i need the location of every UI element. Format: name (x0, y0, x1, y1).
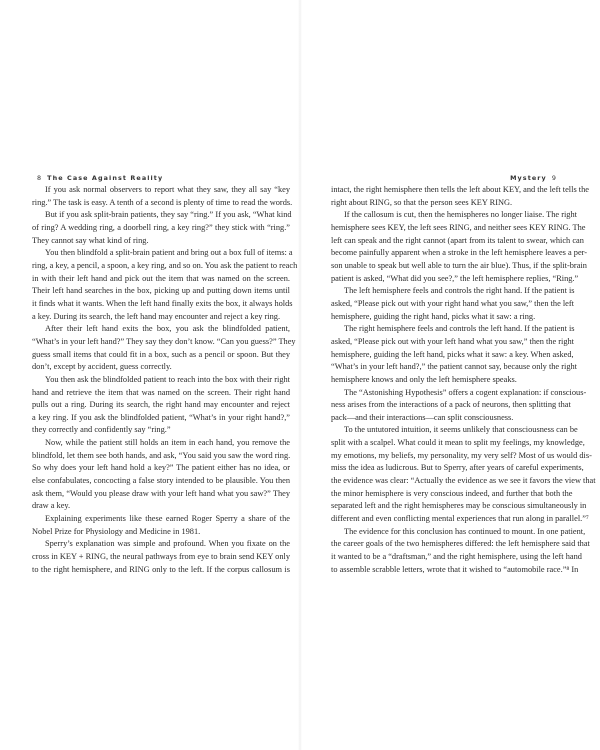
text-line: But if you ask split-brain patients, they say “ring.” If you ask, “What kind (45, 210, 292, 220)
text-line: You then ask the blindfolded patient to reach into the box with their right (45, 374, 290, 384)
text-line: If you ask normal observers to report what they saw, they all say “key (45, 185, 290, 194)
running-head (32, 174, 163, 182)
text-line: son unable to speak but well able to turn the air blue). Thus, if the split-brain (331, 260, 587, 270)
paragraph (331, 209, 588, 285)
text-line: separated left and the right hemispheres may be conscious simultaneously in (331, 501, 587, 511)
body-text (32, 184, 298, 576)
body-text (331, 184, 596, 576)
text-line: “What’s in your left hand?,” the patient cannot say, because only the right (331, 362, 577, 372)
text-line: The right hemisphere feels and controls the left hand. If the patient is (344, 324, 575, 334)
text-line: the career goals of the two hemispheres differed: the left hemisphere said that (331, 539, 590, 549)
text-line: ask them, “Would you please draw with your left hand what you saw?” They (32, 488, 290, 498)
right-page (300, 0, 600, 750)
page-number: 8 (37, 174, 43, 182)
paragraph (32, 538, 290, 576)
running-head (510, 174, 562, 182)
text-line: intact, the right hemisphere then tells the left about KEY, and the left tells the (331, 185, 589, 194)
text-line: asked, “Please pick out with your left hand what you saw,” then the right (331, 336, 574, 346)
text-line: To the untutored intuition, it seems unlikely that consciousness can be (344, 425, 578, 435)
text-line: hemisphere, guiding the right hand, picks what it saw: a ring. (331, 311, 536, 321)
text-line: hemisphere sees KEY, the left sees RING, and neither sees KEY RING. The (331, 222, 586, 232)
text-line: If the callosum is cut, then the hemispheres no longer liaise. The right (344, 210, 577, 220)
text-line: don’t, except by accident, guess correctly. (32, 362, 172, 372)
text-line: split with a scalpel. What could it mean to split my feelings, my knowledge, (331, 438, 585, 448)
text-line: Nobel Prize for Physiology and Medicine in 1981. (32, 526, 201, 536)
text-line: hemisphere, guiding the left hand, picks what it saw: a key. When asked, (331, 349, 574, 359)
text-line: asked, “Please pick out with your right hand what you saw,” then the left (331, 298, 574, 308)
text-line: blindfold, let them see both hands, and ask, “You said you saw the word ring. (32, 450, 291, 460)
text-line: ness arises from the interactions of a pack of neurons, then splitting that (331, 400, 571, 410)
text-line: pack—and their interactions—can split consciousness. (331, 412, 514, 422)
text-line: it finds what it wants. When the left hand finally exits the box, it always holds (32, 298, 293, 308)
paragraph (32, 247, 298, 323)
text-line: pulls out a ring. During its search, the right hand may encounter and reject (32, 400, 290, 410)
text-line: the evidence was clear: “Actually the evidence as we see it favors the view that (331, 476, 596, 486)
text-line: cross in KEY + RING, the neural pathways from eye to brain send KEY only (32, 552, 290, 562)
text-line: Their left hand searches in the box, picking up and putting down items until (32, 286, 290, 296)
text-line: right about RING, so that the person sees KEY RING. (331, 197, 513, 207)
text-line: The evidence for this conclusion has continued to mount. In one patient, (344, 526, 586, 536)
text-line: “What’s in your left hand?” They say they don’t know. “Can you guess?” They (32, 336, 296, 346)
text-line: hemisphere knows and only the left hemisphere speaks. (331, 374, 517, 384)
paragraph (331, 387, 587, 425)
text-line: become painfully apparent when a stroke in the left hemisphere leaves a per- (331, 248, 588, 258)
text-line: The left hemisphere feels and controls the right hand. If the patient is (344, 286, 575, 296)
page-number: 9 (551, 174, 557, 182)
text-line: After their left hand exits the box, you ask the blindfolded patient, (45, 324, 290, 334)
book-title: The Case Against Reality (47, 174, 164, 182)
text-line: they correctly and confidently say “ring.” (32, 425, 171, 435)
paragraph (331, 285, 575, 323)
text-line: The “Astonishing Hypothesis” offers a cogent explanation: if conscious- (344, 387, 587, 397)
text-line: it wanted to be a “draftsman,” and the right hemisphere, using the left hand (331, 552, 582, 562)
text-line: Explaining experiments like these earned Roger Sperry a share of the (45, 514, 290, 524)
text-line: of ring? A wedding ring, a doorbell ring, a key ring?” they stick with “ring.” (32, 222, 290, 232)
text-line: to assemble scrabble letters, wrote that it wished to “automobile race.”⁸ In (331, 564, 579, 574)
text-line: ring.” The task is easy. A tenth of a second is plenty of time to read the words. (32, 197, 293, 207)
paragraph (331, 184, 589, 209)
text-line: in with their left hand and pick out the item that was named on the screen. (32, 273, 290, 283)
text-line: patient is asked, “What did you see?,” the left hemisphere replies, “Ring.” (331, 273, 579, 283)
text-line: my emotions, my beliefs, my personality, my very self? Most of us would dis- (331, 450, 592, 460)
text-line: guess small items that could fit in a box, such as a pencil or spoon. But they (32, 349, 290, 359)
chapter-title: Mystery (510, 174, 547, 182)
paragraph (331, 323, 577, 386)
text-line: different and even conflicting mental experiences that run along in parallel.”⁷ (331, 514, 589, 524)
text-line: So why does your left hand hold a key?” The patient either has no idea, or (32, 463, 290, 473)
paragraph (32, 374, 290, 437)
text-line: left can speak and the right cannot (apart from its talent to swear, which can (331, 235, 584, 245)
text-line: Sperry’s explanation was simple and profound. When you fixate on the (45, 539, 290, 549)
text-line: You then blindfold a split-brain patient and bring out a box full of items: a (45, 248, 293, 258)
text-line: They cannot say what kind of ring. (32, 235, 149, 245)
paragraph (32, 513, 290, 538)
text-line: draw a key. (32, 501, 71, 511)
paragraph (331, 526, 590, 577)
paragraph (32, 184, 293, 209)
text-line: to the right hemisphere, and RING only to the left. If the corpus callosum is (32, 564, 290, 574)
paragraph (32, 209, 290, 247)
paragraph (32, 437, 290, 513)
text-line: ring, a key, a pencil, a spoon, a key ring, and so on. You ask the patient to reach (32, 260, 298, 270)
paragraph (331, 424, 596, 525)
text-line: a key ring. If you ask the blindfolded patient, “What’s in your right hand?,” (32, 412, 290, 422)
text-line: Now, while the patient still holds an item in each hand, you remove the (45, 438, 290, 448)
text-line: hand and retrieve the item that was named on the screen. Their right hand (32, 387, 290, 397)
text-line: else confabulates, concocting a false story intended to be plausible. You then (32, 476, 290, 486)
paragraph (32, 323, 296, 374)
text-line: miss the idea as ludicrous. But to Sperry, after years of careful experiments, (331, 463, 584, 473)
text-line: a key. During its search, the left hand may encounter and reject a key ring. (32, 311, 281, 321)
text-line: the minor hemisphere is very conscious indeed, and further that both the (331, 488, 573, 498)
